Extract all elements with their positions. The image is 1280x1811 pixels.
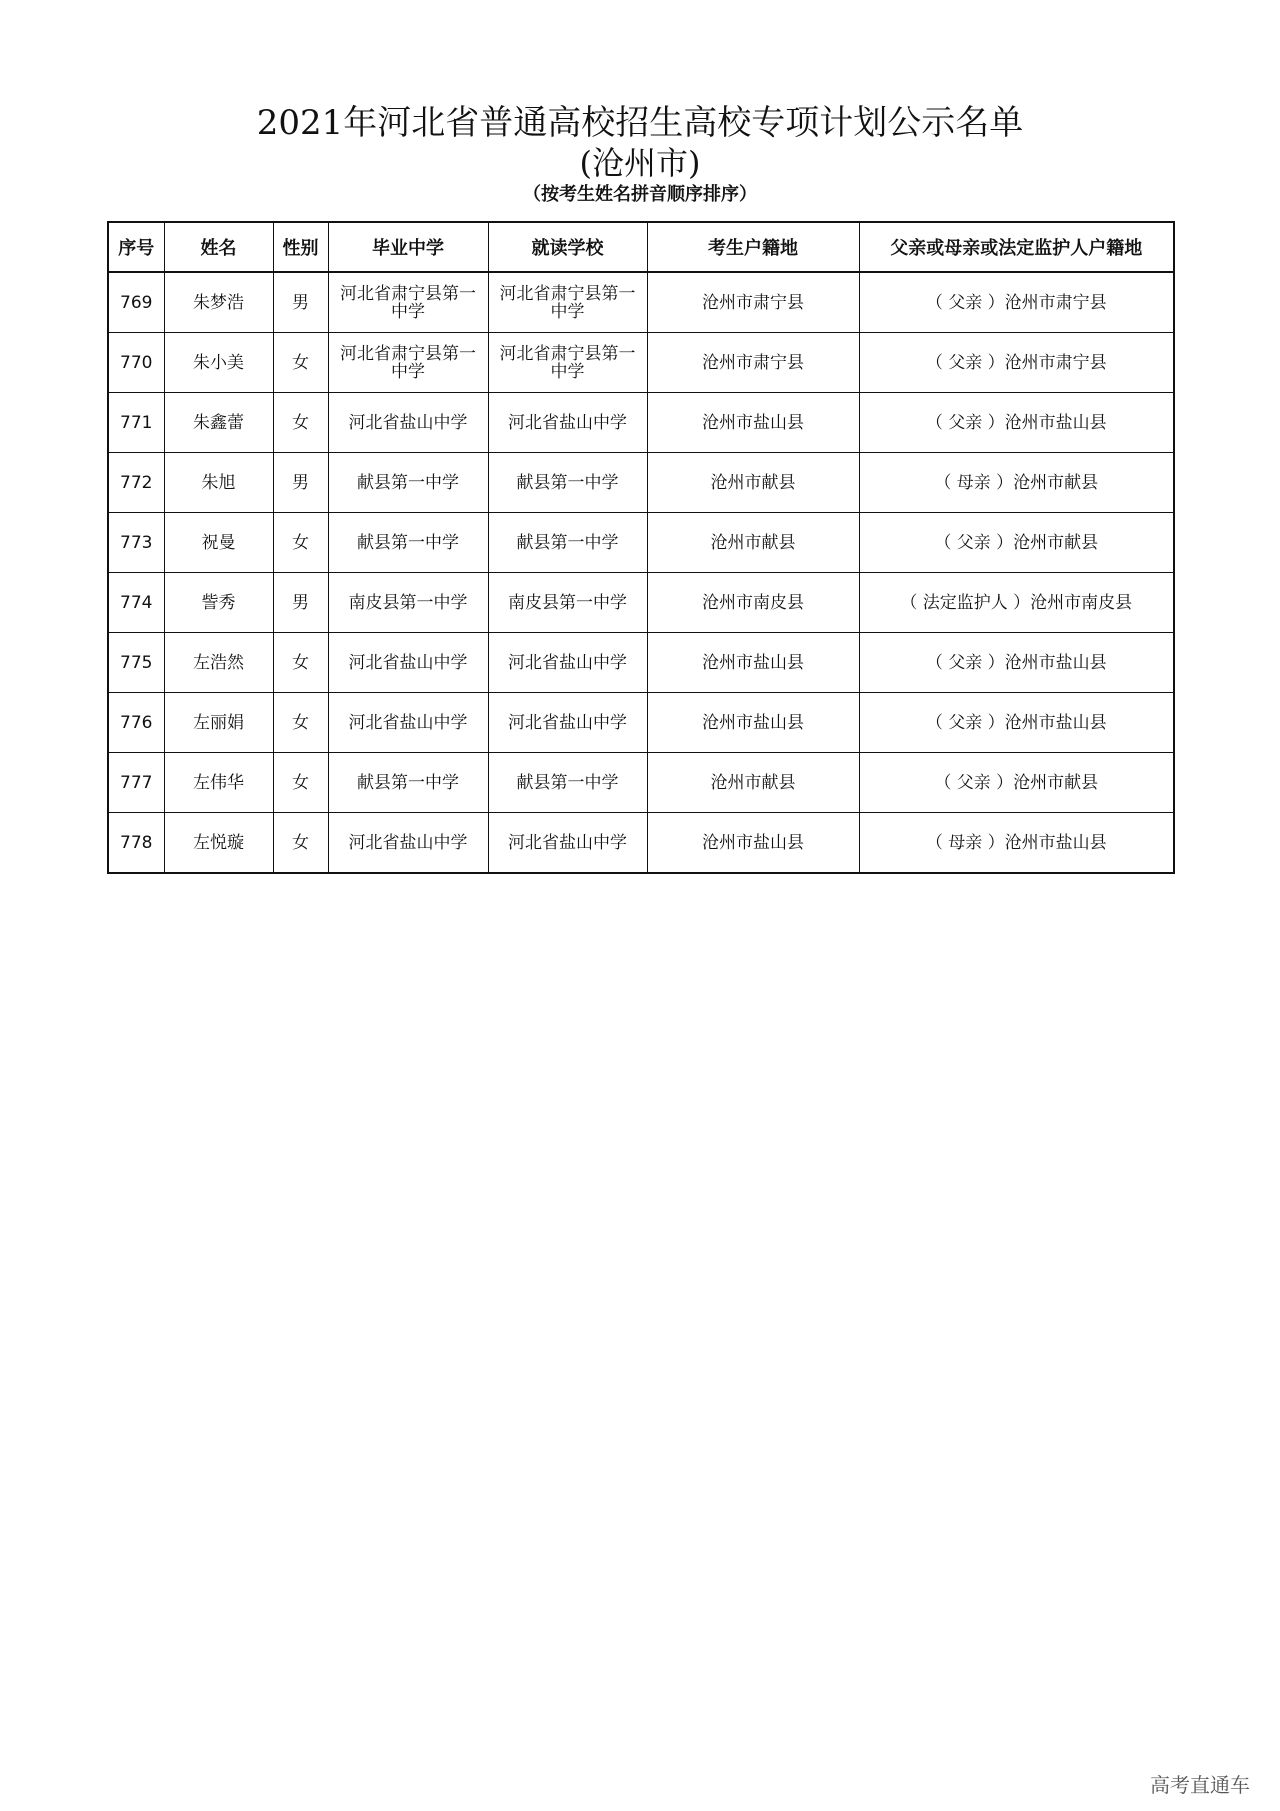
header-seq: 序号 bbox=[108, 222, 164, 272]
cell-gender: 女 bbox=[273, 633, 328, 693]
cell-seq: 770 bbox=[108, 333, 164, 393]
cell-graduation-school: 河北省肃宁县第一中学 bbox=[328, 272, 488, 333]
table-header-row bbox=[108, 222, 1174, 272]
cell-graduation-school: 河北省盐山中学 bbox=[328, 633, 488, 693]
cell-student-residence: 沧州市盐山县 bbox=[647, 693, 859, 753]
cell-guardian-residence: （ 父亲 ）沧州市盐山县 bbox=[859, 393, 1174, 453]
cell-seq: 772 bbox=[108, 453, 164, 513]
cell-name: 左浩然 bbox=[164, 633, 273, 693]
cell-current-school: 河北省盐山中学 bbox=[488, 813, 647, 874]
cell-gender: 男 bbox=[273, 453, 328, 513]
watermark-text: 高考直通车 bbox=[1150, 1773, 1250, 1797]
table-row bbox=[108, 272, 1174, 333]
header-graduation-school: 毕业中学 bbox=[328, 222, 488, 272]
table-row bbox=[108, 573, 1174, 633]
page-title: 2021年河北省普通高校招生高校专项计划公示名单 bbox=[256, 103, 1024, 143]
header-current-school: 就读学校 bbox=[488, 222, 647, 272]
cell-name: 朱梦浩 bbox=[164, 272, 273, 333]
cell-student-residence: 沧州市肃宁县 bbox=[647, 333, 859, 393]
cell-student-residence: 沧州市盐山县 bbox=[647, 813, 859, 874]
cell-gender: 女 bbox=[273, 333, 328, 393]
cell-seq: 778 bbox=[108, 813, 164, 874]
cell-gender: 女 bbox=[273, 753, 328, 813]
cell-guardian-residence: （ 母亲 ）沧州市盐山县 bbox=[859, 813, 1174, 874]
header-guardian-residence: 父亲或母亲或法定监护人户籍地 bbox=[859, 222, 1174, 272]
cell-guardian-residence: （ 母亲 ）沧州市献县 bbox=[859, 453, 1174, 513]
table-body bbox=[108, 272, 1174, 873]
cell-seq: 777 bbox=[108, 753, 164, 813]
cell-graduation-school: 河北省盐山中学 bbox=[328, 813, 488, 874]
table-row bbox=[108, 393, 1174, 453]
cell-current-school: 南皮县第一中学 bbox=[488, 573, 647, 633]
cell-current-school: 河北省盐山中学 bbox=[488, 393, 647, 453]
cell-student-residence: 沧州市献县 bbox=[647, 753, 859, 813]
cell-guardian-residence: （ 父亲 ）沧州市盐山县 bbox=[859, 633, 1174, 693]
cell-student-residence: 沧州市盐山县 bbox=[647, 393, 859, 453]
cell-name: 左悦璇 bbox=[164, 813, 273, 874]
table-row bbox=[108, 633, 1174, 693]
cell-name: 朱旭 bbox=[164, 453, 273, 513]
cell-guardian-residence: （ 父亲 ）沧州市献县 bbox=[859, 513, 1174, 573]
cell-guardian-residence: （ 父亲 ）沧州市肃宁县 bbox=[859, 333, 1174, 393]
cell-seq: 776 bbox=[108, 693, 164, 753]
cell-gender: 男 bbox=[273, 272, 328, 333]
cell-graduation-school: 南皮县第一中学 bbox=[328, 573, 488, 633]
cell-graduation-school: 献县第一中学 bbox=[328, 753, 488, 813]
cell-graduation-school: 献县第一中学 bbox=[328, 513, 488, 573]
table-row bbox=[108, 453, 1174, 513]
cell-current-school: 河北省肃宁县第一中学 bbox=[488, 333, 647, 393]
cell-current-school: 献县第一中学 bbox=[488, 513, 647, 573]
sort-note: （按考生姓名拼音顺序排序） bbox=[523, 184, 757, 205]
cell-guardian-residence: （ 父亲 ）沧州市肃宁县 bbox=[859, 272, 1174, 333]
cell-graduation-school: 河北省肃宁县第一中学 bbox=[328, 333, 488, 393]
cell-name: 祝曼 bbox=[164, 513, 273, 573]
cell-gender: 女 bbox=[273, 693, 328, 753]
table-row bbox=[108, 513, 1174, 573]
cell-seq: 774 bbox=[108, 573, 164, 633]
cell-seq: 769 bbox=[108, 272, 164, 333]
cell-current-school: 河北省肃宁县第一中学 bbox=[488, 272, 647, 333]
cell-gender: 女 bbox=[273, 393, 328, 453]
cell-guardian-residence: （ 父亲 ）沧州市献县 bbox=[859, 753, 1174, 813]
cell-graduation-school: 献县第一中学 bbox=[328, 453, 488, 513]
table-row bbox=[108, 813, 1174, 874]
cell-gender: 女 bbox=[273, 513, 328, 573]
cell-name: 左伟华 bbox=[164, 753, 273, 813]
cell-graduation-school: 河北省盐山中学 bbox=[328, 393, 488, 453]
cell-student-residence: 沧州市盐山县 bbox=[647, 633, 859, 693]
cell-current-school: 献县第一中学 bbox=[488, 753, 647, 813]
header-student-residence: 考生户籍地 bbox=[647, 222, 859, 272]
cell-student-residence: 沧州市肃宁县 bbox=[647, 272, 859, 333]
cell-gender: 女 bbox=[273, 813, 328, 874]
cell-student-residence: 沧州市南皮县 bbox=[647, 573, 859, 633]
table-row bbox=[108, 693, 1174, 753]
cell-name: 朱小美 bbox=[164, 333, 273, 393]
cell-current-school: 献县第一中学 bbox=[488, 453, 647, 513]
cell-guardian-residence: （ 父亲 ）沧州市盐山县 bbox=[859, 693, 1174, 753]
cell-guardian-residence: （ 法定监护人 ）沧州市南皮县 bbox=[859, 573, 1174, 633]
cell-name: 訾秀 bbox=[164, 573, 273, 633]
student-roster-table bbox=[107, 221, 1175, 874]
table-row bbox=[108, 333, 1174, 393]
cell-seq: 771 bbox=[108, 393, 164, 453]
cell-current-school: 河北省盐山中学 bbox=[488, 693, 647, 753]
cell-seq: 773 bbox=[108, 513, 164, 573]
header-gender: 性别 bbox=[273, 222, 328, 272]
table-row bbox=[108, 753, 1174, 813]
cell-name: 朱鑫蕾 bbox=[164, 393, 273, 453]
cell-student-residence: 沧州市献县 bbox=[647, 513, 859, 573]
cell-name: 左丽娟 bbox=[164, 693, 273, 753]
header-name: 姓名 bbox=[164, 222, 273, 272]
cell-seq: 775 bbox=[108, 633, 164, 693]
cell-gender: 男 bbox=[273, 573, 328, 633]
page-subtitle: (沧州市) bbox=[579, 144, 701, 182]
cell-student-residence: 沧州市献县 bbox=[647, 453, 859, 513]
cell-current-school: 河北省盐山中学 bbox=[488, 633, 647, 693]
cell-graduation-school: 河北省盐山中学 bbox=[328, 693, 488, 753]
